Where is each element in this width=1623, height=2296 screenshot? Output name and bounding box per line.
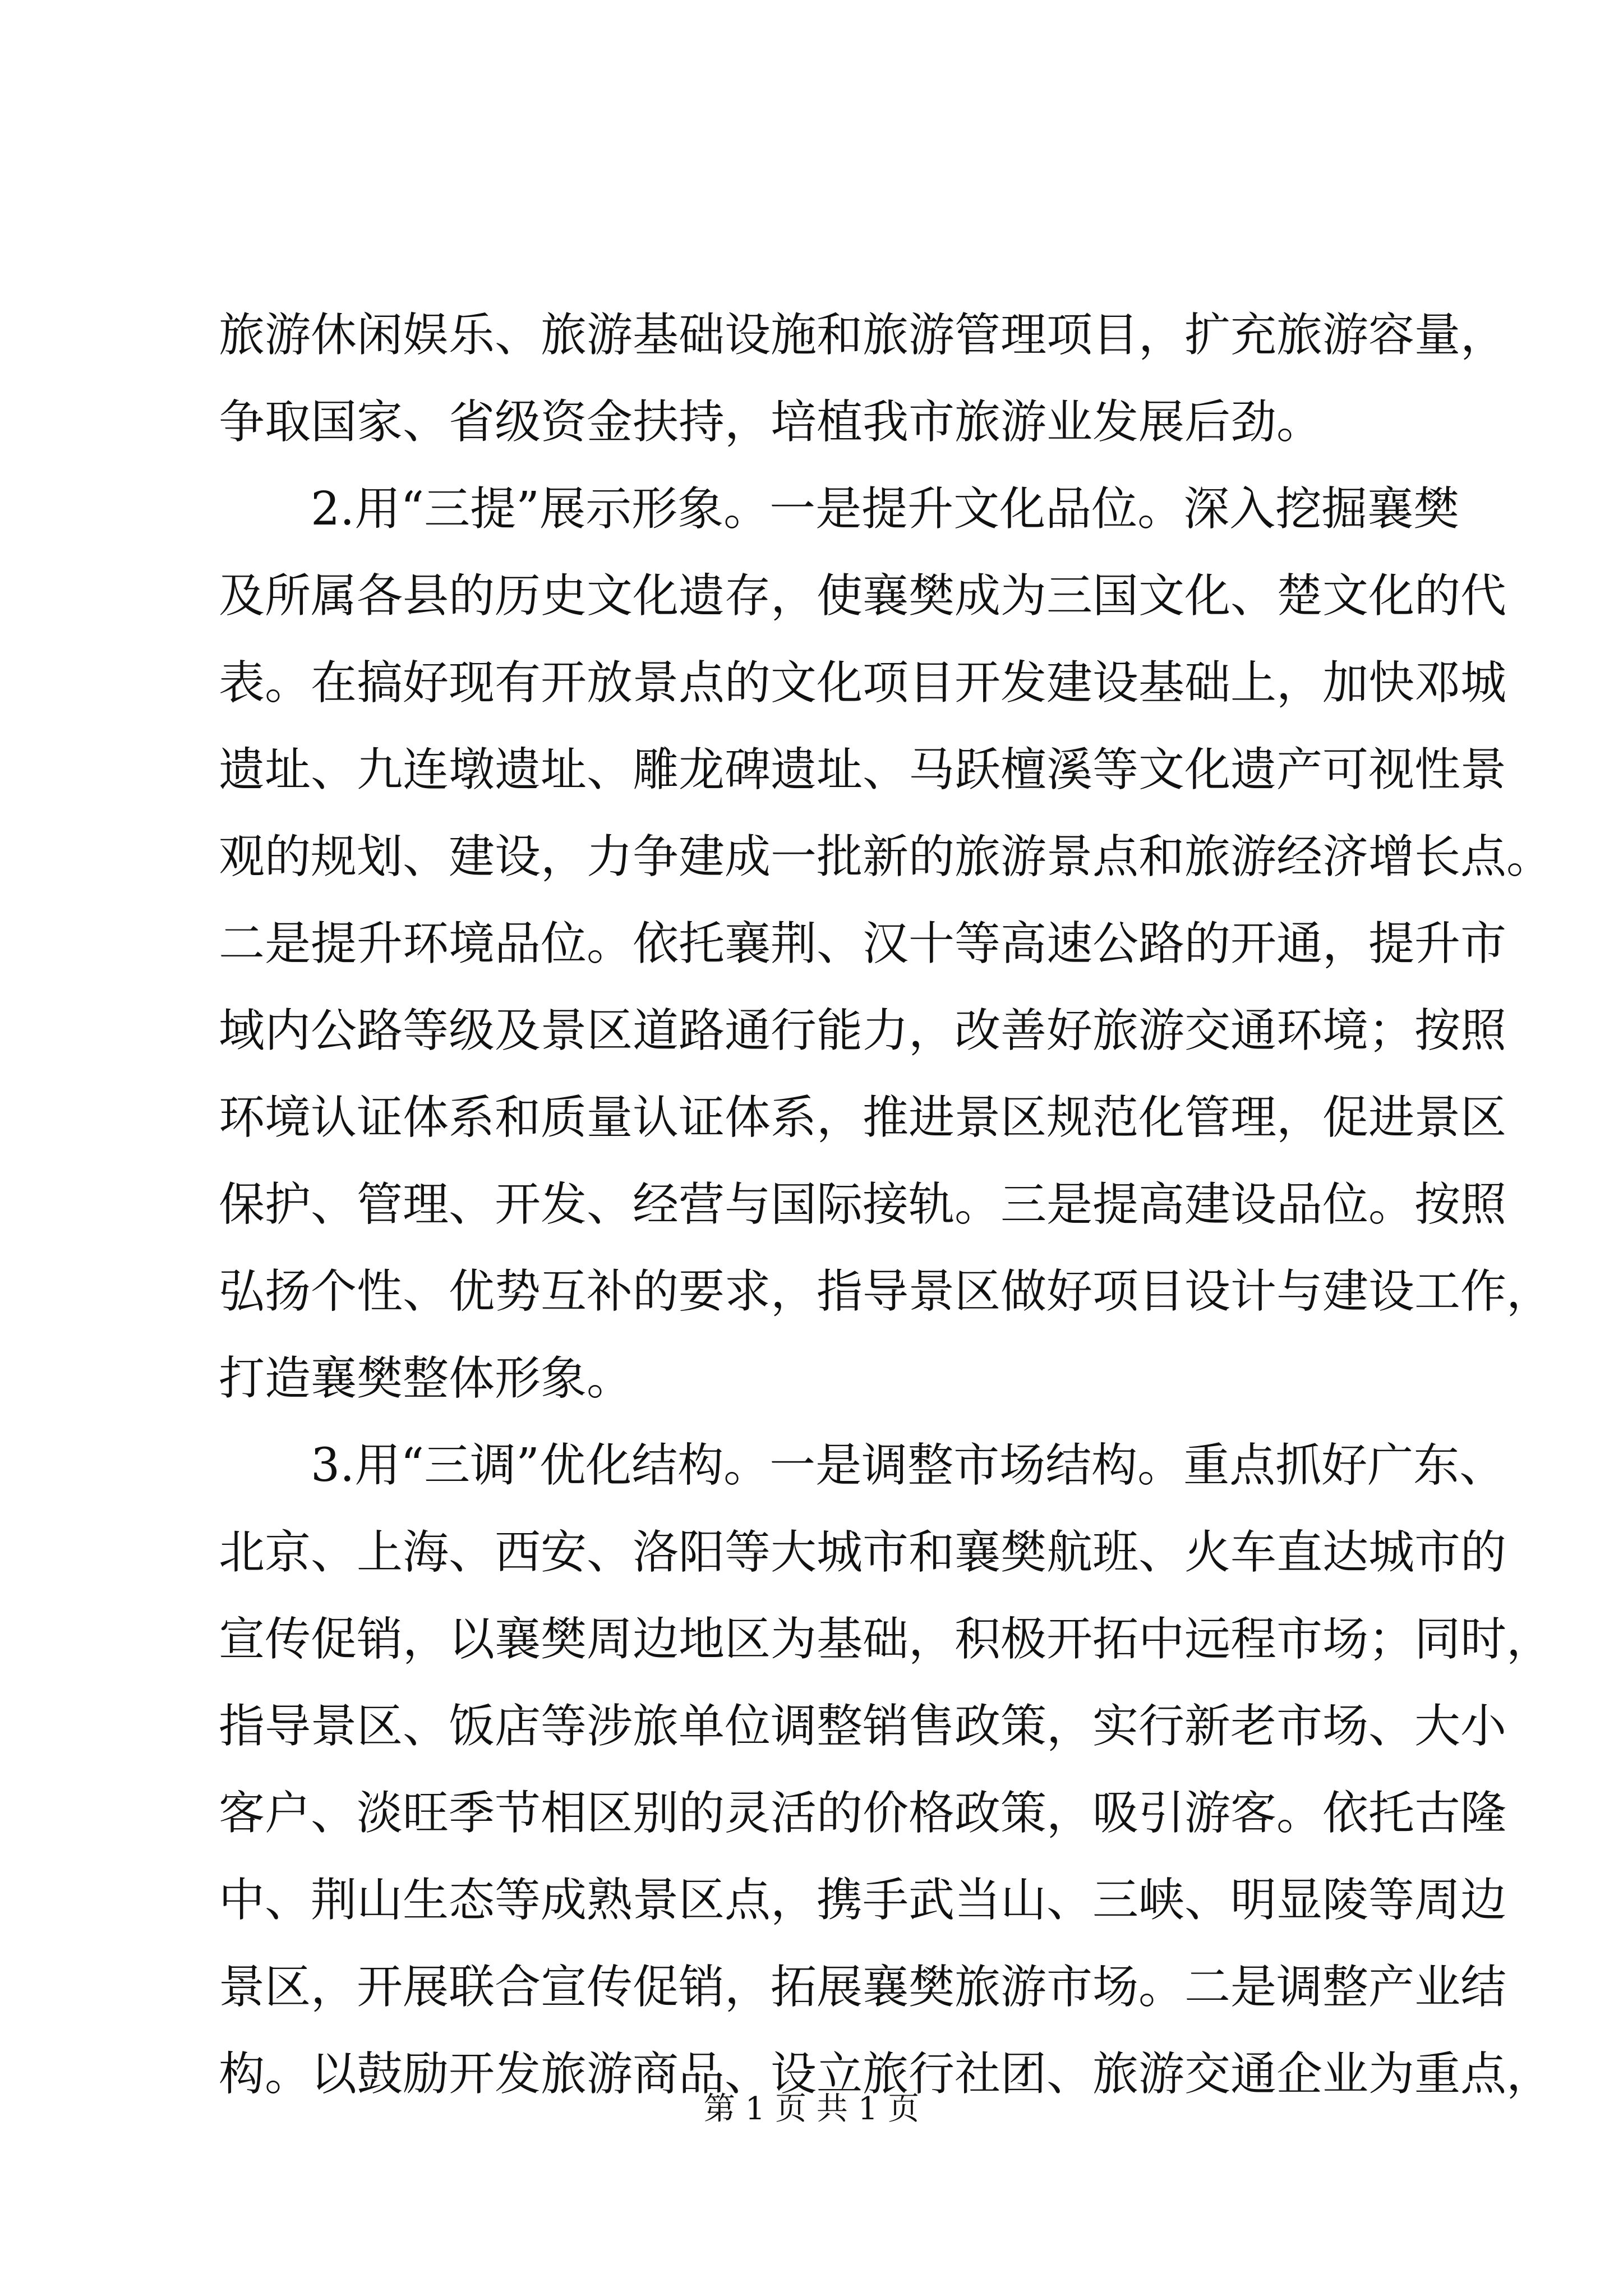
text-line: 争取国家、省级资金扶持，培植我市旅游业发展后劲。 bbox=[219, 395, 1323, 449]
text-line: 景区，开展联合宣传促销，拓展襄樊旅游市场。二是调整产业结 bbox=[219, 1961, 1507, 2014]
text-line: 弘扬个性、优势互补的要求，指导景区做好项目设计与建设工作， bbox=[219, 1265, 1553, 1318]
text-line: 表。在搞好现有开放景点的文化项目开发建设基础上，加快邓城 bbox=[219, 656, 1507, 710]
document-body bbox=[219, 292, 1553, 2118]
text-line: 中、荆山生态等成熟景区点，携手武当山、三峡、明显陵等周边 bbox=[219, 1874, 1507, 1927]
text-line: 宣传促销，以襄樊周边地区为基础，积极开拓中远程市场；同时， bbox=[219, 1613, 1553, 1666]
text-line: 2.用“三提”展示形象。一是提升文化品位。深入挖掘襄樊 bbox=[311, 482, 1460, 536]
text-line: 指导景区、饭店等涉旅单位调整销售政策，实行新老市场、大小 bbox=[219, 1700, 1507, 1753]
text-line: 打造襄樊整体形象。 bbox=[219, 1352, 633, 1405]
text-line: 环境认证体系和质量认证体系，推进景区规范化管理，促进景区 bbox=[219, 1091, 1507, 1144]
text-line: 3.用“三调”优化结构。一是调整市场结构。重点抓好广东、 bbox=[311, 1439, 1506, 1492]
text-line: 客户、淡旺季节相区别的灵活的价格政策，吸引游客。依托古隆 bbox=[219, 1787, 1507, 1840]
page-footer: 第 1 页 共 1 页 bbox=[703, 2091, 920, 2127]
text-line: 遗址、九连墩遗址、雕龙碑遗址、马跃檀溪等文化遗产可视性景 bbox=[219, 743, 1507, 797]
paragraph-3 bbox=[219, 1422, 1553, 2118]
text-line: 北京、上海、西安、洛阳等大城市和襄樊航班、火车直达城市的 bbox=[219, 1526, 1507, 1579]
text-line: 观的规划、建设，力争建成一批新的旅游景点和旅游经济增长点。 bbox=[219, 830, 1553, 884]
paragraph-1 bbox=[219, 292, 1507, 466]
text-line: 域内公路等级及景区道路通行能力，改善好旅游交通环境；按照 bbox=[219, 1004, 1507, 1057]
text-line: 旅游休闲娱乐、旅游基础设施和旅游管理项目，扩充旅游容量， bbox=[219, 309, 1507, 362]
paragraph-2 bbox=[219, 466, 1553, 1422]
text-line: 保护、管理、开发、经营与国际接轨。三是提高建设品位。按照 bbox=[219, 1178, 1507, 1231]
text-line: 二是提升环境品位。依托襄荆、汉十等高速公路的开通，提升市 bbox=[219, 917, 1507, 970]
text-line: 构。以鼓励开发旅游商品、设立旅行社团、旅游交通企业为重点， bbox=[219, 2047, 1553, 2101]
text-line: 及所属各县的历史文化遗存，使襄樊成为三国文化、楚文化的代 bbox=[219, 569, 1507, 623]
